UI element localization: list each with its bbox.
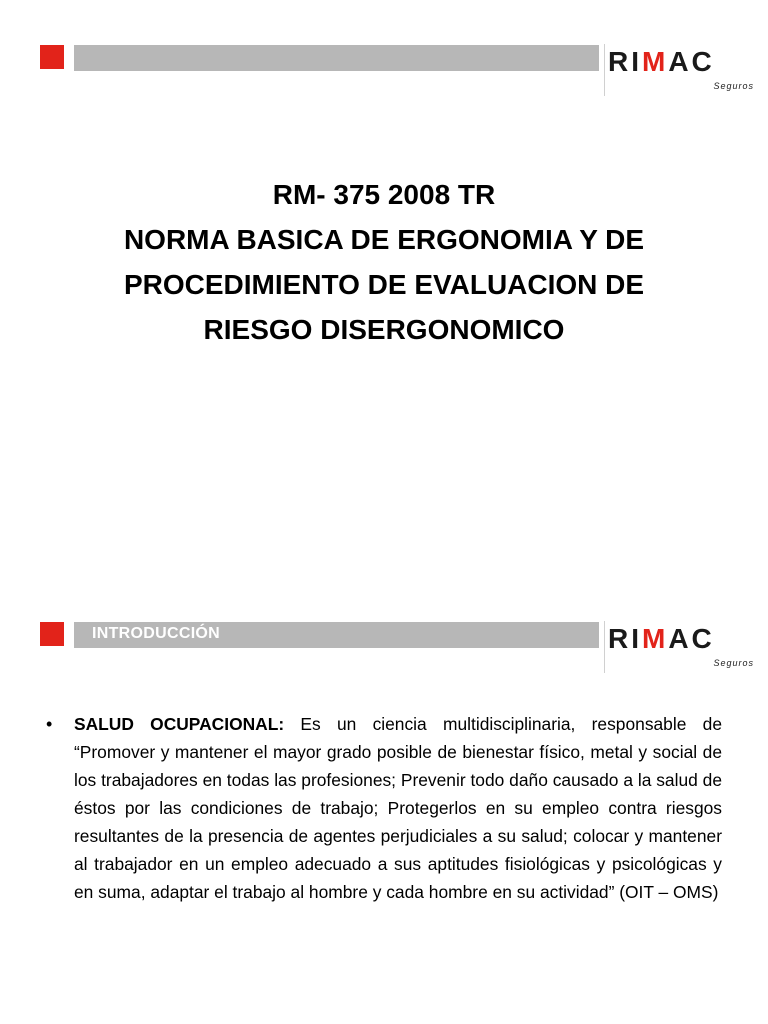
header-bar — [74, 45, 599, 71]
section-title: INTRODUCCIÓN — [92, 625, 221, 642]
logo-wordmark: RI M AC — [608, 623, 715, 654]
bullet-term: SALUD OCUPACIONAL: — [74, 714, 285, 734]
logo-wordmark: RI M AC — [608, 46, 715, 77]
rimac-logo — [608, 621, 758, 673]
logo-subtitle: Seguros — [713, 81, 754, 91]
intro-slide — [0, 512, 768, 1024]
red-square-marker — [40, 45, 64, 69]
bullet-text — [74, 710, 722, 906]
title-line: NORMA BASICA DE ERGONOMIA Y DE — [123, 224, 645, 255]
logo-subtitle: Seguros — [713, 658, 754, 668]
title-line: RM- 375 2008 TR — [272, 179, 496, 210]
red-square-marker — [40, 622, 64, 646]
title-line: RIESGO DISERGONOMICO — [203, 314, 565, 345]
rimac-logo — [608, 44, 758, 96]
logo-divider — [604, 621, 605, 673]
title-line: PROCEDIMIENTO DE EVALUACION DE — [123, 269, 645, 300]
slide-title — [60, 172, 708, 352]
logo-divider — [604, 44, 605, 96]
list-item — [46, 710, 722, 906]
bullet-list — [46, 710, 722, 906]
bullet-icon: • — [46, 714, 53, 734]
bullet-body: Es un ciencia multidisciplinaria, responsable de “Promover y mantener el mayor grado posible de bienestar físico, metal y social de los trabajadores en todas las profesiones; Prevenir todo daño causado a la salud de éstos por las condiciones de trabajo; Protegerlos en su empleo contra riesgos resultantes de la presencia de agentes perjudiciales a su salud; colocar y mantener al trabajador en un empleo adecuado a sus aptitudes fisiológicas y psicológicas y en suma, adaptar el trabajo al hombre y cada hombre en su actividad” (OIT – OMS) — [74, 714, 723, 902]
